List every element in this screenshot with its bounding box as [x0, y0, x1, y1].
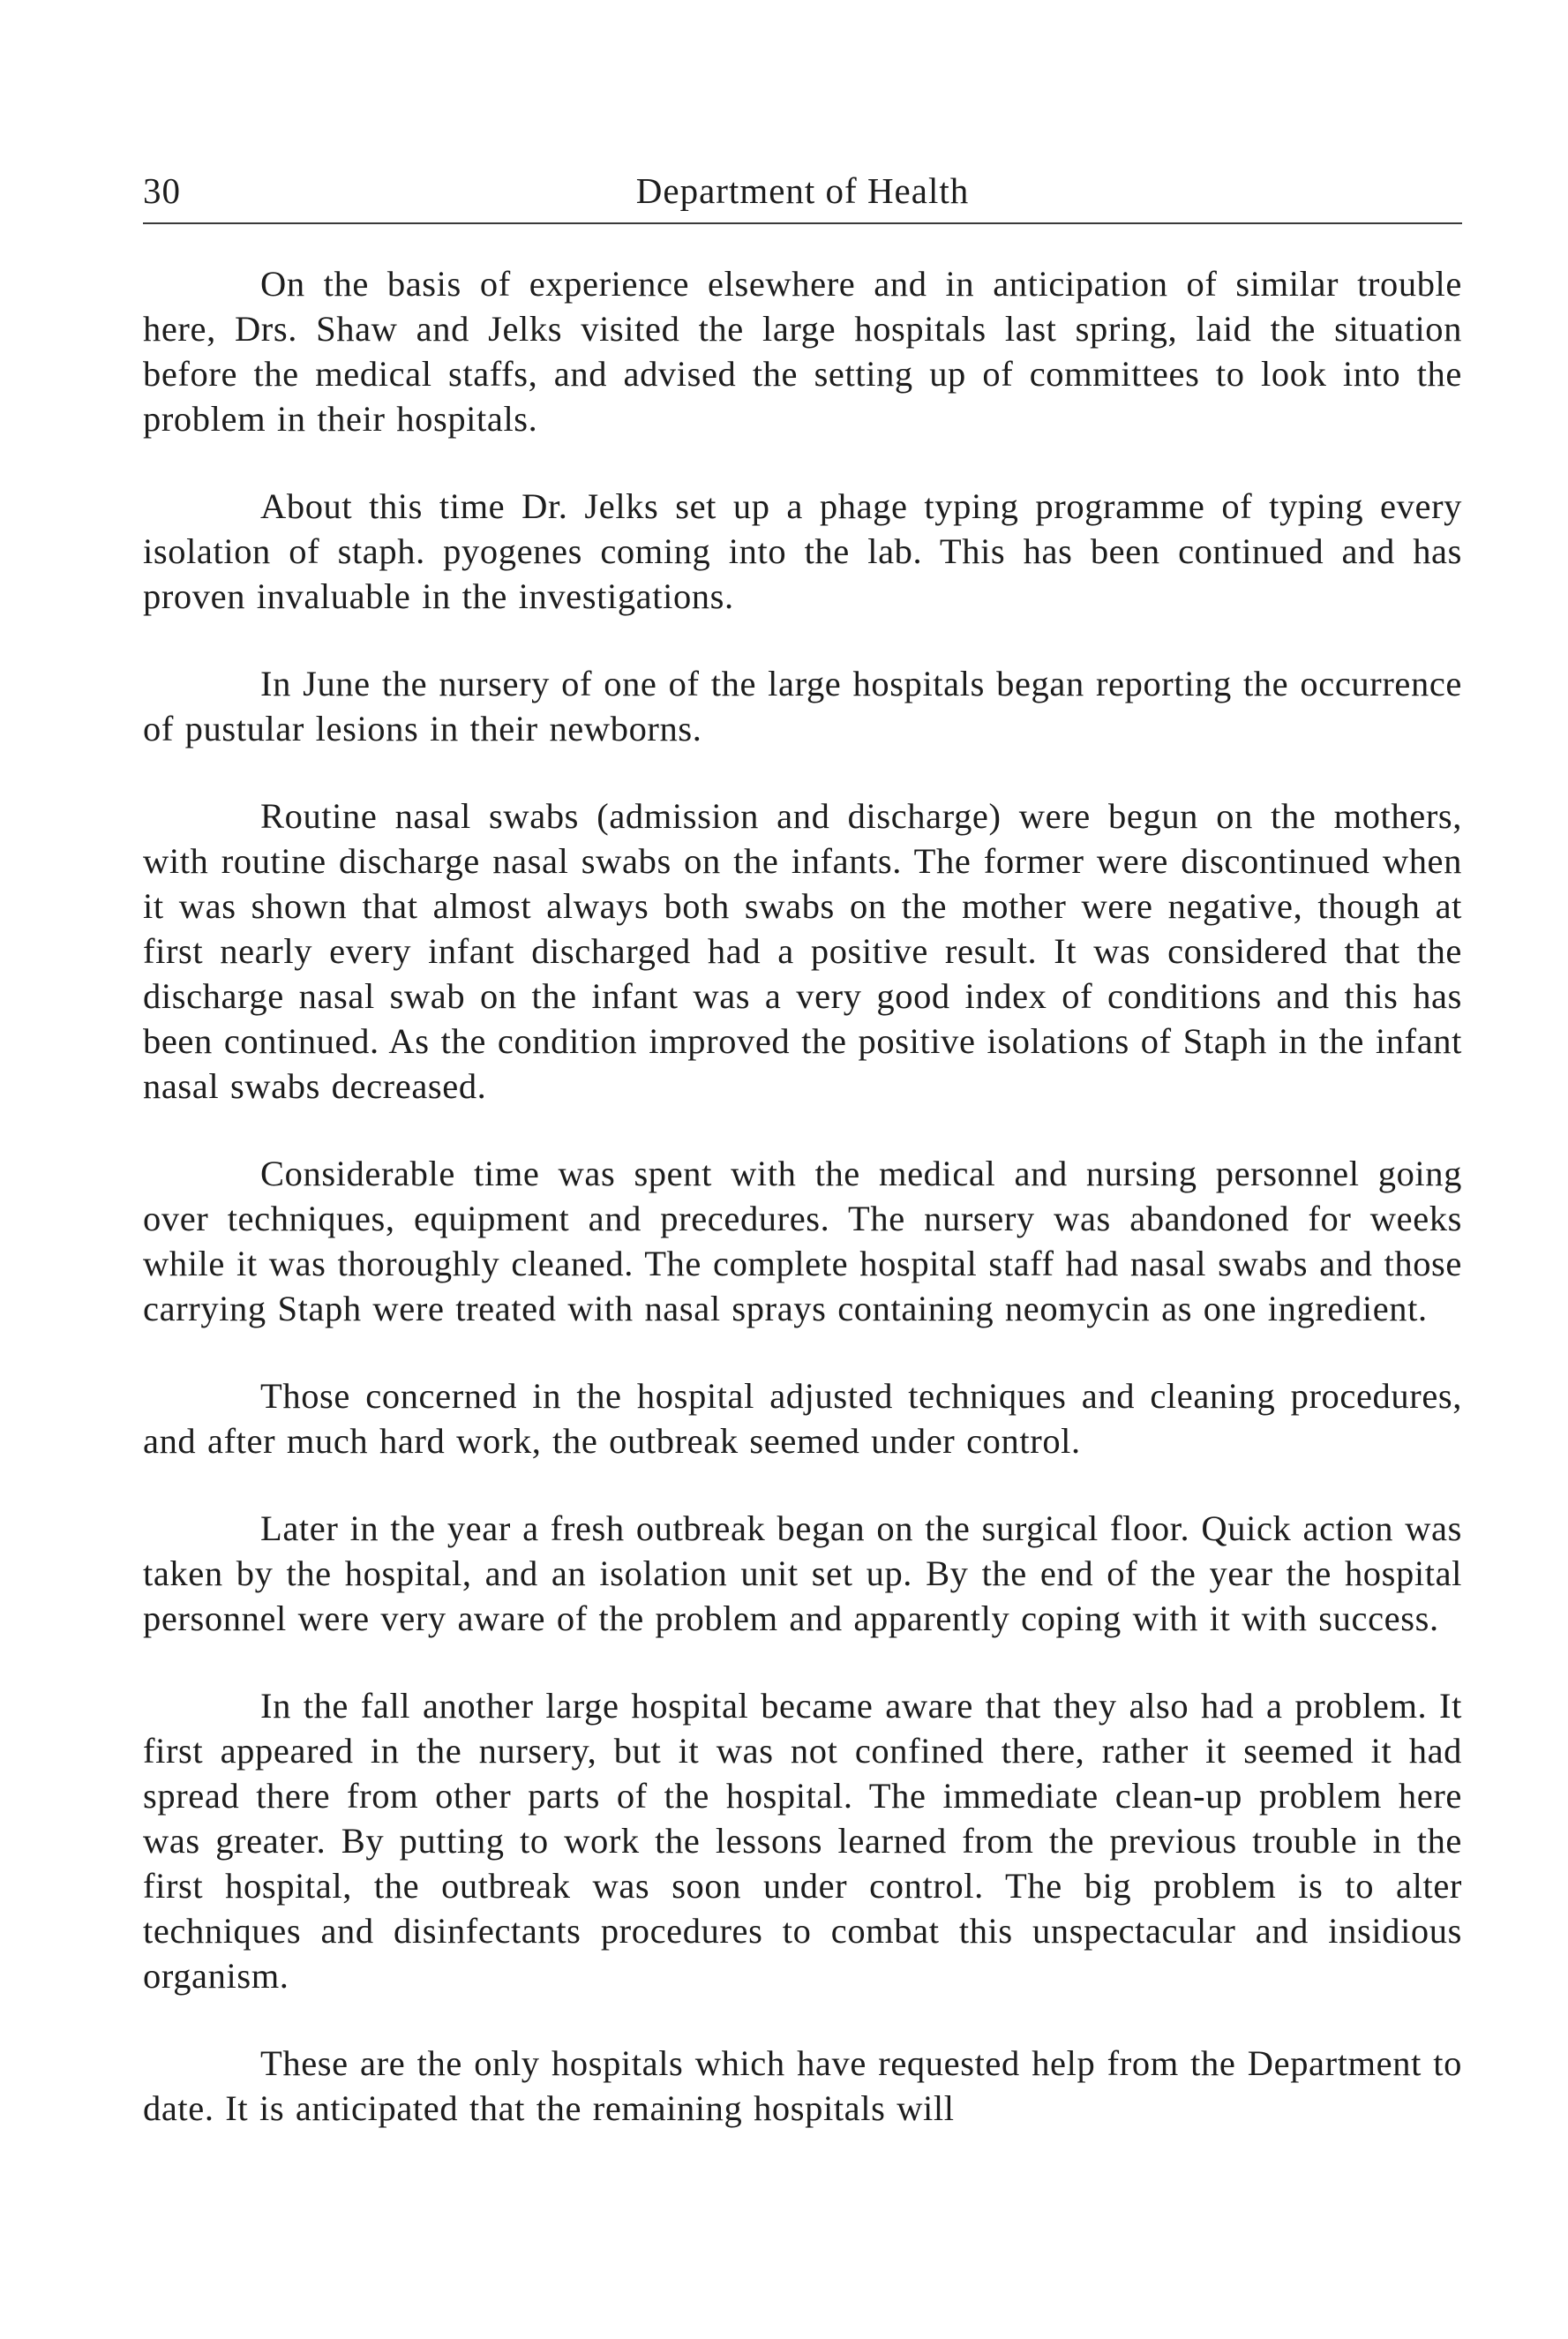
- body-text: [143, 261, 1462, 2173]
- paragraph: In the fall another large hospital became aware that they also had a problem. It first appeared in the nursery, but it was not confined there, rather it seemed it had spread there from other parts of the hospital. The immediate clean-up problem here was greater. By putting to work the lessons learned from the previous trouble in the first hospital, the outbreak was soon under control. The big problem is to alter techniques and disinfectants procedures to combat this unspectacular and insidious organism.: [143, 1686, 1462, 1996]
- paragraph: Those concerned in the hospital adjusted techniques and cleaning procedures, and after much hard work, the outbreak seemed under control.: [143, 1376, 1462, 1461]
- running-head: [143, 168, 1462, 221]
- header-rule: [143, 222, 1462, 224]
- running-title: Department of Health: [635, 170, 970, 211]
- paragraph: Later in the year a fresh outbreak began on the surgical floor. Quick action was taken by the hospital, and an isolation unit set up. By the end of the year the hospital personnel were very aware of the problem and apparently coping with it with success.: [143, 1508, 1462, 1638]
- paragraph: On the basis of experience elsewhere and in anticipation of similar trouble here, Drs. Shaw and Jelks visited the large hospitals last spring, laid the situation before the medical staffs, and advised the setting up of committees to look into the problem in their hospitals.: [143, 264, 1462, 439]
- paragraph: Routine nasal swabs (admission and discharge) were begun on the mothers, with routine discharge nasal swabs on the infants. The former were discontinued when it was shown that almost always both swabs on the mother were negative, though at first nearly every infant discharged had a positive result. It was considered that the discharge nasal swab on the infant was a very good index of conditions and this has been continued. As the condition improved the positive isolations of Staph in the infant nasal swabs decreased.: [143, 796, 1462, 1106]
- page-number: 30: [143, 170, 181, 211]
- paragraph: In June the nursery of one of the large hospitals began reporting the occurrence of pustular lesions in their newborns.: [143, 664, 1462, 748]
- paragraph: About this time Dr. Jelks set up a phage typing programme of typing every isolation of staph. pyogenes coming into the lab. This has been continued and has proven invaluable in the investigations.: [143, 486, 1462, 616]
- paragraph: Considerable time was spent with the medical and nursing personnel going over techniques, equipment and precedures. The nursery was abandoned for weeks while it was thoroughly cleaned. The complete hospital staff had nasal swabs and those carrying Staph were treated with nasal sprays containing neomycin as one ingredient.: [143, 1154, 1462, 1328]
- paragraph: These are the only hospitals which have requested help from the Department to date. It is anticipated that the remaining hospitals will: [143, 2043, 1462, 2128]
